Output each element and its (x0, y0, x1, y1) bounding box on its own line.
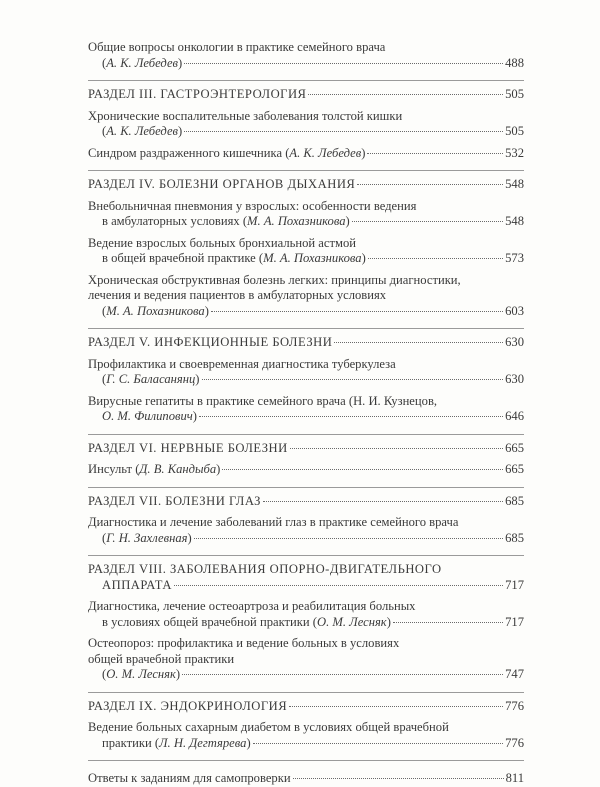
entry-last-line (88, 177, 524, 193)
entry-text: РАЗДЕЛ IX. ЭНДОКРИНОЛОГИЯ (88, 698, 288, 713)
entry-text: РАЗДЕЛ III. ГАСТРОЭНТЕРОЛОГИЯ (88, 87, 307, 101)
entry-text: ( (102, 55, 107, 70)
section-heading (88, 177, 524, 193)
entry-title-line: Вирусные гепатиты в практике семейного врача (Н. И. Кузнецов, (88, 393, 438, 408)
entry-text: в амбулаторных условиях ( (102, 214, 248, 228)
page-number: 776 (505, 735, 524, 750)
toc-entry (88, 720, 524, 751)
entry-last-line (88, 771, 524, 787)
entry-text-after: ) (246, 735, 251, 750)
page-number: 630 (505, 335, 524, 349)
entry-title-line: Диагностика и лечение заболеваний глаз в практике семейного врача (88, 515, 459, 529)
entry-text-after: ) (195, 372, 200, 386)
dot-leader (211, 311, 503, 312)
toc-entry (88, 636, 524, 683)
section-rule (88, 760, 524, 761)
section-heading (88, 87, 524, 103)
entry-lead (88, 699, 287, 715)
entry-lead (102, 214, 350, 230)
entry-last-line (88, 56, 524, 72)
entry-lead (88, 441, 288, 457)
entry-last-line (88, 441, 524, 457)
entry-last-line (88, 494, 524, 510)
toc-entry (88, 199, 524, 230)
entry-author: О. М. Филипович (102, 409, 193, 423)
entry-title-line: РАЗДЕЛ VIII. ЗАБОЛЕВАНИЯ ОПОРНО-ДВИГАТЕЛЬНОГО (88, 562, 442, 576)
page-number: 630 (505, 372, 524, 386)
entry-title-line: лечения и ведения пациентов в амбулаторных условиях (88, 288, 387, 302)
entry-last-line (88, 124, 524, 140)
entry-last-line (88, 531, 524, 547)
entry-text: РАЗДЕЛ IV. БОЛЕЗНИ ОРГАНОВ ДЫХАНИЯ (88, 177, 356, 191)
entry-lead (102, 124, 182, 140)
dot-leader (334, 342, 503, 343)
entry-author: А. К. Лебедев (106, 55, 178, 70)
entry-author: О. М. Лесняк (106, 667, 176, 681)
entry-last-line (88, 462, 524, 478)
toc-entry (88, 109, 524, 140)
toc-entry (88, 146, 524, 162)
entry-text: ( (102, 530, 107, 545)
entry-lead (102, 615, 391, 631)
entry-last-line (88, 251, 524, 267)
dot-leader (308, 94, 503, 95)
dot-leader (202, 379, 504, 380)
entry-author: Л. Н. Дегтярева (159, 735, 247, 750)
page-number: 548 (505, 214, 524, 228)
entry-last-line (88, 667, 524, 683)
section-heading (88, 562, 524, 593)
entry-text: в условиях общей врачебной практики ( (102, 614, 317, 629)
entry-text: ( (102, 372, 107, 386)
page-number: 603 (505, 303, 524, 318)
entry-last-line (88, 578, 524, 594)
entry-lead (88, 462, 220, 478)
entry-text-after: ) (175, 667, 181, 681)
dot-leader (293, 778, 504, 779)
dot-leader (357, 184, 503, 185)
entry-author: М. А. Похазникова (106, 303, 205, 318)
entry-lead (102, 409, 197, 425)
entry-lead (102, 372, 200, 388)
table-of-contents (88, 40, 524, 787)
entry-last-line (88, 615, 524, 631)
entry-text: ( (102, 667, 107, 681)
entry-text: Инсульт ( (88, 462, 140, 476)
dot-leader (182, 674, 503, 675)
entry-text: АППАРАТА (102, 577, 172, 592)
page-number: 505 (505, 124, 524, 138)
entry-author: О. М. Лесняк (316, 614, 387, 629)
page-number: 811 (505, 771, 524, 785)
section-rule (88, 434, 524, 435)
entry-lead (102, 667, 180, 683)
dot-leader (289, 706, 503, 707)
dot-leader (352, 221, 503, 222)
dot-leader (174, 585, 503, 586)
section-rule (88, 555, 524, 556)
entry-text-after: ) (187, 530, 192, 545)
page-number: 548 (505, 177, 524, 191)
entry-author: Г. Н. Захлевная (106, 530, 188, 545)
entry-lead (102, 304, 209, 320)
section-rule (88, 170, 524, 171)
toc-entry (88, 357, 524, 388)
entry-title-line: Профилактика и своевременная диагностика туберкулеза (88, 356, 396, 371)
entry-text: ( (102, 124, 107, 138)
entry-author: А. К. Лебедев (106, 124, 178, 138)
entry-last-line (88, 304, 524, 320)
entry-title-line: Остеопороз: профилактика и ведение больных в условиях (88, 636, 400, 650)
dot-leader (393, 622, 503, 623)
entry-title-line: Ведение взрослых больных бронхиальной астмой (88, 235, 356, 250)
entry-text: ( (102, 303, 107, 318)
dot-leader (222, 469, 503, 470)
entry-last-line (88, 372, 524, 388)
entry-last-line (88, 335, 524, 351)
page-number: 488 (505, 55, 524, 70)
entry-title-line: Диагностика, лечение остеоартроза и реабилитация больных (88, 599, 416, 613)
dot-leader (184, 131, 503, 132)
entry-last-line (88, 146, 524, 162)
entry-text: практики ( (102, 735, 160, 750)
toc-entry (88, 394, 524, 425)
toc-entry (88, 236, 524, 267)
entry-lead (88, 146, 365, 162)
dot-leader (263, 501, 503, 502)
entry-text-after: ) (361, 145, 366, 160)
entry-lead (88, 177, 355, 193)
entry-author: М. А. Похазникова (247, 214, 346, 228)
entry-text: Ответы к заданиям для самопроверки (88, 771, 291, 785)
dot-leader (194, 538, 503, 539)
section-heading (88, 335, 524, 351)
toc-entry (88, 40, 524, 71)
entry-title-line: общей врачебной практики (88, 651, 235, 666)
toc-entry (88, 771, 524, 787)
page-number: 717 (505, 614, 524, 629)
entry-author: А. К. Лебедев (289, 145, 362, 160)
section-rule (88, 487, 524, 488)
entry-title-line: Внебольничная пневмония у взрослых: особенности ведения (88, 198, 417, 213)
section-rule (88, 692, 524, 693)
entry-text-after: ) (178, 55, 183, 70)
entry-lead (88, 494, 261, 510)
toc-entry (88, 515, 524, 546)
section-rule (88, 328, 524, 329)
entry-text: РАЗДЕЛ V. ИНФЕКЦИОННЫЕ БОЛЕЗНИ (88, 335, 333, 349)
dot-leader (368, 258, 503, 259)
entry-title-line: Хроническая обструктивная болезнь легких: принципы диагностики, (88, 272, 461, 287)
entry-last-line (88, 699, 524, 715)
page-number: 776 (505, 698, 524, 713)
entry-author: Д. В. Кандыба (139, 462, 217, 476)
page-number: 747 (505, 667, 524, 681)
entry-last-line (88, 409, 524, 425)
section-rule (88, 80, 524, 81)
entry-text: РАЗДЕЛ VI. НЕРВНЫЕ БОЛЕЗНИ (88, 440, 288, 455)
entry-last-line (88, 214, 524, 230)
dot-leader (184, 63, 503, 64)
entry-text: в общей врачебной практике ( (102, 251, 264, 265)
page-number: 717 (505, 577, 524, 592)
section-heading (88, 699, 524, 715)
page-number: 573 (505, 251, 524, 265)
toc-entry (88, 273, 524, 320)
entry-lead (88, 87, 306, 103)
dot-leader (253, 743, 503, 744)
entry-text-after: ) (345, 214, 350, 228)
section-heading (88, 441, 524, 457)
entry-lead (102, 531, 192, 547)
entry-text-after: ) (192, 409, 197, 423)
entry-lead (102, 56, 182, 72)
dot-leader (290, 448, 503, 449)
entry-text-after: ) (204, 303, 209, 318)
entry-text-after: ) (386, 614, 391, 629)
entry-text-after: ) (178, 124, 183, 138)
entry-author: М. А. Похазникова (263, 251, 362, 265)
page-number: 665 (505, 462, 524, 476)
page-number: 685 (505, 493, 524, 508)
page-number: 685 (505, 530, 524, 545)
entry-title-line: Ведение больных сахарным диабетом в условиях общей врачебной (88, 720, 449, 734)
section-heading (88, 494, 524, 510)
entry-text: РАЗДЕЛ VII. БОЛЕЗНИ ГЛАЗ (88, 493, 261, 508)
entry-text-after: ) (216, 462, 221, 476)
entry-last-line (88, 736, 524, 752)
entry-title-line: Хронические воспалительные заболевания толстой кишки (88, 108, 403, 123)
page-number: 665 (505, 440, 524, 455)
entry-lead (88, 771, 291, 787)
toc-entry (88, 462, 524, 478)
dot-leader (367, 153, 503, 154)
toc-entry (88, 599, 524, 630)
entry-lead (102, 736, 251, 752)
entry-author: Г. С. Баласанянц (106, 372, 196, 386)
entry-last-line (88, 87, 524, 103)
entry-title-line: Общие вопросы онкологии в практике семейного врача (88, 40, 386, 54)
page-number: 532 (505, 145, 524, 160)
entry-lead (102, 578, 172, 594)
entry-lead (102, 251, 366, 267)
entry-text-after: ) (361, 251, 366, 265)
page-number: 505 (505, 87, 524, 101)
entry-text: Синдром раздраженного кишечника ( (88, 145, 290, 160)
page-number: 646 (505, 409, 524, 423)
entry-lead (88, 335, 332, 351)
dot-leader (199, 416, 503, 417)
